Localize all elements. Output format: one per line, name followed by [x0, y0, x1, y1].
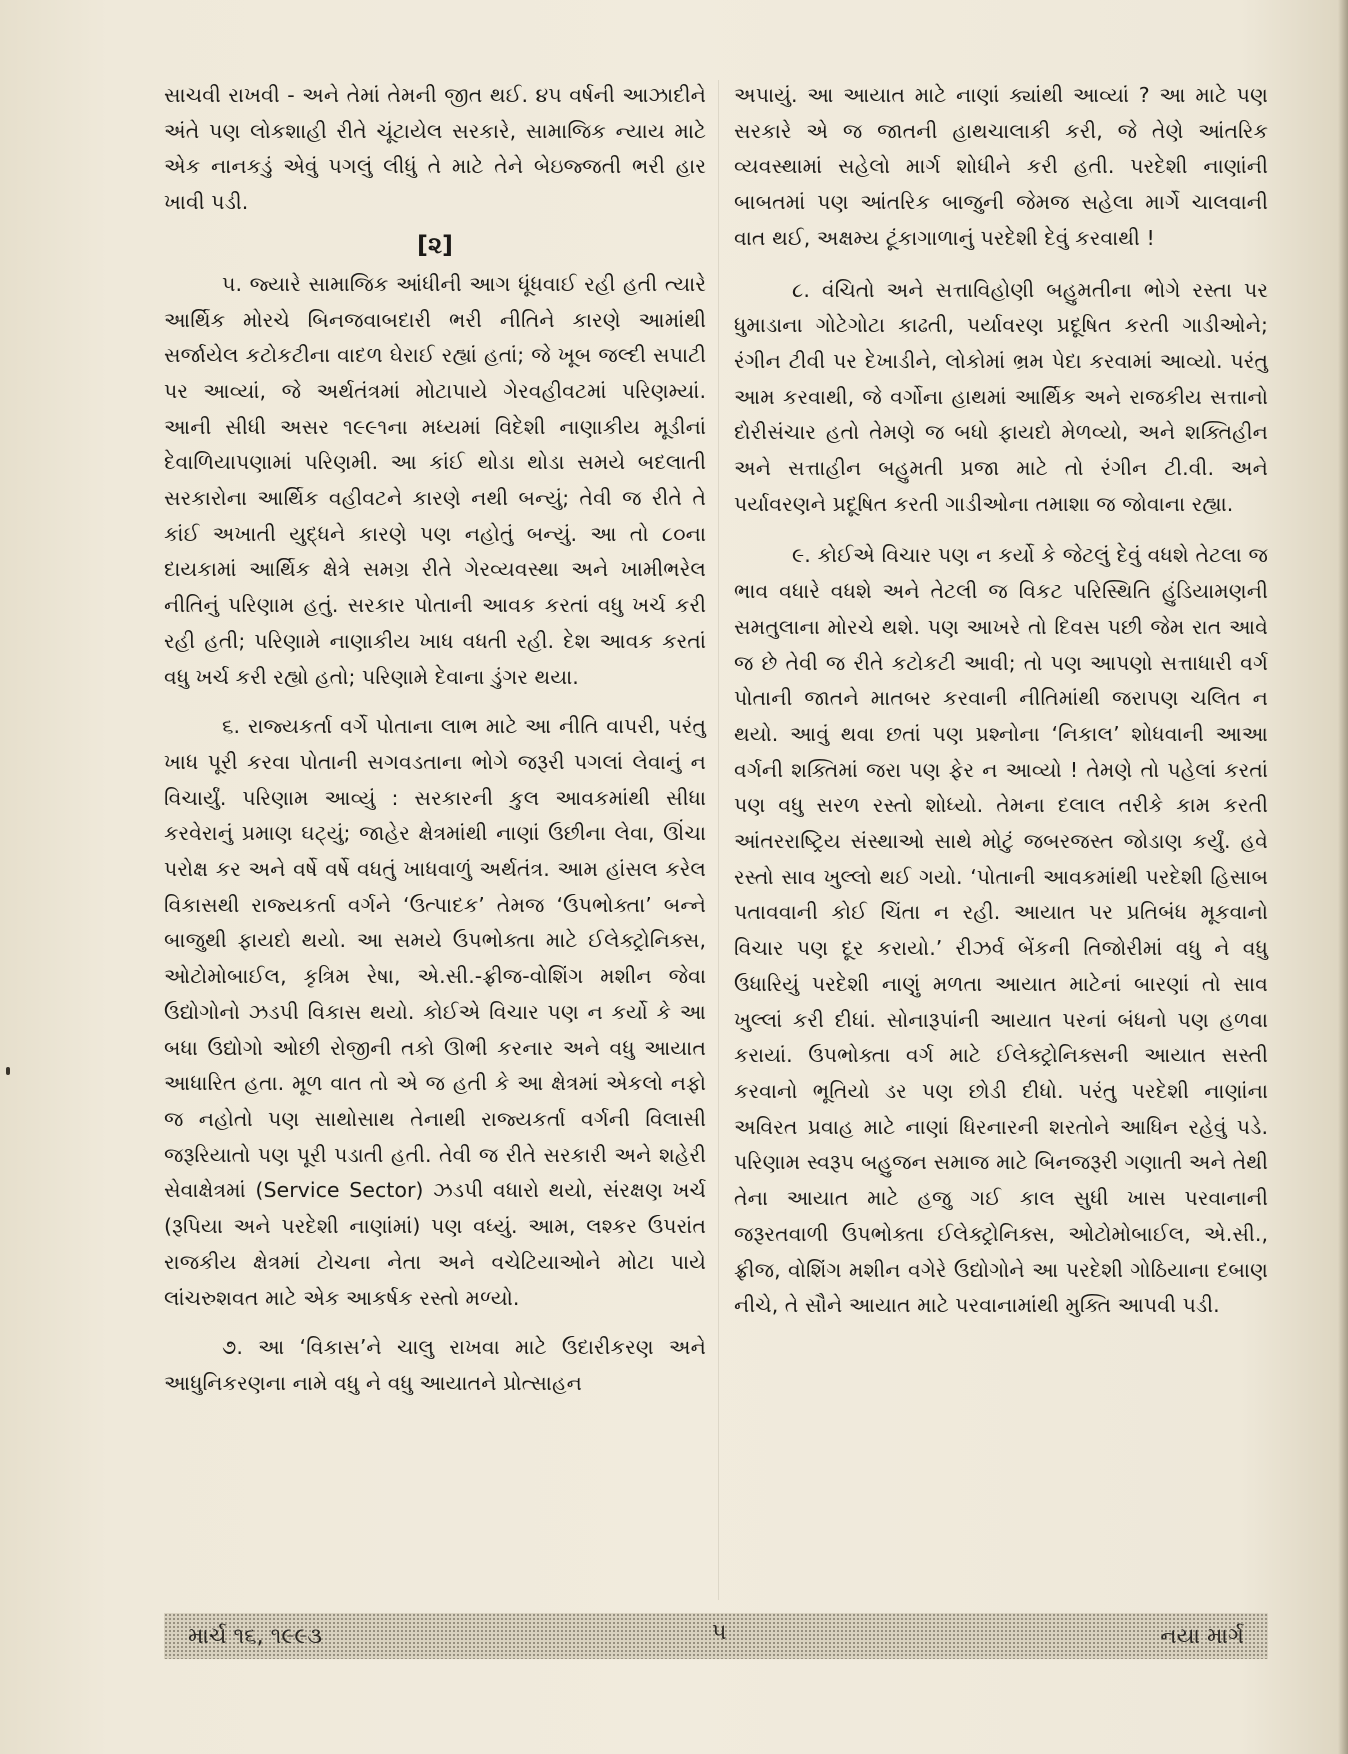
paragraph-6: ૬. રાજ્યકર્તા વર્ગે પોતાના લાભ માટે આ નીતિ વાપરી, પરંતુ ખાધ પૂરી કરવા પોતાની સગવડતાના ભોગે જરૂરી પગલાં લેવાનું ન વિચાર્યું. પરિણામ આવ્યું : સરકારની કુલ આવકમાંથી સીધા કરવેરાનું પ્રમાણ ઘટ્યું; જાહેર ક્ષેત્રમાંથી નાણાં ઉછીના લેવા, ઊંચા પરોક્ષ કર અને વર્ષે વર્ષે વધતું ખાધવાળું અર્થતંત્ર. આમ હાંસલ કરેલ વિકાસથી રાજ્યકર્તા વર્ગને ‘ઉત્પાદક’ તેમજ ‘ઉપભોક્તા’ બન્ને બાજુથી ફાયદો થયો. આ સમયે ઉપભોક્તા માટે ઈલેક્ટ્રોનિક્સ, ઓટોમોબાઈલ, કૃત્રિમ રેષા, એ.સી.-ફ્રીજ-વોશિંગ મશીન જેવા ઉદ્યોગોનો ઝડપી વિકાસ થયો. કોઈએ વિચાર પણ ન કર્યો કે આ બધા ઉદ્યોગો ઓછી રોજીની તકો ઊભી કરનાર અને વધુ આયાત આધારિત હતા. મૂળ વાત તો એ જ હતી કે આ ક્ષેત્રમાં એકલો નફો જ નહોતો પણ સાથોસાથ તેનાથી રાજ્યકર્તા વર્ગની વિલાસી જરૂરિયાતો પણ પૂરી પડાતી હતી. તેવી જ રીતે સરકારી અને શહેરી સેવાક્ષેત્રમાં (Service Sector) ઝડપી વધારો થયો, સંરક્ષણ ખર્ચ (રૂપિયા અને પરદેશી નાણાંમાં) પણ વધ્યું. આમ, લશ્કર ઉપરાંત રાજકીય ક્ષેત્રમાં ટોચના નેતા અને વચેટિયાઓને મોટા પાયે લાંચરુશવત માટે એક આકર્ષક રસ્તો મળ્યો. — [164, 714, 706, 1310]
margin-mark — [6, 1067, 10, 1075]
paragraph-5: ૫. જ્યારે સામાજિક આંધીની આગ ધૂંધવાઈ રહી હતી ત્યારે આર્થિક મોરચે બિનજવાબદારી ભરી નીતિને કારણે આમાંથી સર્જાયેલ કટોકટીના વાદળ ઘેરાઈ રહ્યાં હતાં; જે ખૂબ જલ્દી સપાટી પર આવ્યાં, જે અર્થતંત્રમાં મોટાપાયે ગેરવહીવટમાં પરિણમ્યાં. આની સીધી અસર ૧૯૯૧ના મધ્યમાં વિદેશી નાણાકીય મૂડીનાં દેવાળિયાપણામાં પરિણમી. આ કાંઈ થોડા થોડા સમયે બદલાતી સરકારોના આર્થિક વહીવટને કારણે નથી બન્યું; તેવી જ રીતે તે કાંઈ અખાતી યુદ્ધને કારણે પણ નહોતું બન્યું. આ તો ૮૦ના દાયકામાં આર્થિક ક્ષેત્રે સમગ્ર રીતે ગેરવ્યવસ્થા અને ખામીભરેલ નીતિનું પરિણામ હતું. સરકાર પોતાની આવક કરતાં વધુ ખર્ચ કરી રહી હતી; પરિણામે નાણાકીય ખાધ વધતી રહી. દેશ આવક કરતાં વધુ ખર્ચ કરી રહ્યો હતો; પરિણામે દેવાના ડુંગર થયા. — [164, 271, 706, 689]
page-edge-shadow — [1338, 0, 1348, 1754]
right-column — [734, 78, 1268, 1324]
paragraph-7-continued: અપાયું. આ આયાત માટે નાણાં ક્યાંથી આવ્યાં ? આ માટે પણ સરકારે એ જ જાતની હાથચાલાકી કરી, જે તેણે આંતરિક વ્યવસ્થામાં સહેલો માર્ગ શોધીને કરી હતી. પરદેશી નાણાંની બાબતમાં પણ આંતરિક બાજુની જેમજ સહેલા માર્ગે ચાલવાની વાત થઈ, અક્ષમ્ય ટૂંકાગાળાનું પરદેશી દેવું કરવાથી ! — [734, 83, 1268, 250]
section-heading: [૨] — [416, 230, 454, 259]
footer-date: માર્ચ ૧૬, ૧૯૯૩ — [188, 1623, 323, 1649]
paragraph-7: ૭. આ ‘વિકાસ’ને ચાલુ રાખવા માટે ઉદારીકરણ અને આધુનિકરણના નામે વધુ ને વધુ આયાતને પ્રોત્સાહન — [164, 1335, 706, 1395]
left-column — [164, 78, 706, 1402]
magazine-name: નયા માર્ગ — [1160, 1623, 1244, 1649]
paragraph-8: ૮. વંચિતો અને સત્તાવિહોણી બહુમતીના ભોગે રસ્તા પર ધુમાડાના ગોટેગોટા કાઢતી, પર્યાવરણ પ્રદૂષિત કરતી ગાડીઓને; રંગીન ટીવી પર દેખાડીને, લોકોમાં ભ્રમ પેદા કરવામાં આવ્યો. પરંતુ આમ કરવાથી, જે વર્ગોના હાથમાં આર્થિક અને રાજકીય સત્તાનો દોરીસંચાર હતો તેમણે જ બધો ફાયદો મેળવ્યો, અને શક્તિહીન અને સત્તાહીન બહુમતી પ્રજા માટે તો રંગીન ટી.વી. અને પર્યાવરણને પ્રદૂષિત કરતી ગાડીઓના તમાશા જ જોવાના રહ્યા. — [734, 277, 1268, 516]
page-footer — [164, 1613, 1268, 1659]
column-divider — [718, 80, 719, 1600]
intro-paragraph: સાચવી રાખવી - અને તેમાં તેમની જીત થઈ. ૪૫ વર્ષની આઝાદીને અંતે પણ લોકશાહી રીતે ચૂંટાયેલ સરકારે, સામાજિક ન્યાય માટે એક નાનકડું એવું પગલું લીધું તે માટે તેને બેઇજ્જતી ભરી હાર ખાવી પડી. — [164, 83, 706, 215]
paragraph-9: ૯. કોઈએ વિચાર પણ ન કર્યો કે જેટલું દેવું વધશે તેટલા જ ભાવ વધારે વધશે અને તેટલી જ વિકટ પરિસ્થિતિ હુંડિયામણની સમતુલાના મોરચે થશે. પણ આખરે તો દિવસ પછી જેમ રાત આવે જ છે તેવી જ રીતે કટોકટી આવી; તો પણ આપણો સત્તાધારી વર્ગ પોતાની જાતને માતબર કરવાની નીતિમાંથી જરાપણ ચલિત ન થયો. આવું થવા છતાં પણ પ્રશ્નોના ‘નિકાલ’ શોધવાની આ‌આ વર્ગની શક્તિમાં જરા પણ ફેર ન આવ્યો ! તેમણે તો પહેલાં કરતાં પણ વધુ સરળ રસ્તો શોધ્યો. તેમના દલાલ તરીકે કામ કરતી આંતરરાષ્ટ્રિય સંસ્થાઓ સાથે મોટું જબરજસ્ત જોડાણ કર્યું. હવે રસ્તો સાવ ખુલ્લો થઈ ગયો. ‘પોતાની આવકમાંથી પરદેશી હિસાબ પતાવવાની કોઈ ચિંતા ન રહી. આયાત પર પ્રતિબંધ મૂકવાનો વિચાર પણ દૂર કરાયો.’ રીઝર્વ બેંકની તિજોરીમાં વધુ ને વધુ ઉધારિયું પરદેશી નાણું મળતા આયાત માટેનાં બારણાં તો સાવ ખુલ્લાં કરી દીધાં. સોનારૂપાંની આયાત પરનાં બંધનો પણ હળવા કરાયાં. ઉપભોક્તા વર્ગ માટે ઈલેક્ટ્રોનિક્સની આયાત સસ્તી કરવાનો ભૂતિયો ડર પણ છોડી દીધો. પરંતુ પરદેશી નાણાંના અવિરત પ્રવાહ માટે નાણાં ધિરનારની શરતોને આધિન રહેવું પડે. પરિણામ સ્વરૂપ બહુજન સમાજ માટે બિનજરૂરી ગણાતી અને તેથી તેના આયાત માટે હજુ ગઈ કાલ સુધી ખાસ પરવાનાની જરૂરતવાળી ઉપભોક્તા ઈલેક્ટ્રોનિક્સ, ઓટોમોબાઈલ, એ.સી., ફ્રીજ, વોશિંગ મશીન વગેરે ઉદ્યોગોને આ પરદેશી ગોઠિયાના દબાણ નીચે, તે સૌને આયાત માટે પરવાનામાંથી મુક્તિ આપવી પડી. — [734, 543, 1268, 1318]
page-number: ૫ — [712, 1620, 727, 1645]
